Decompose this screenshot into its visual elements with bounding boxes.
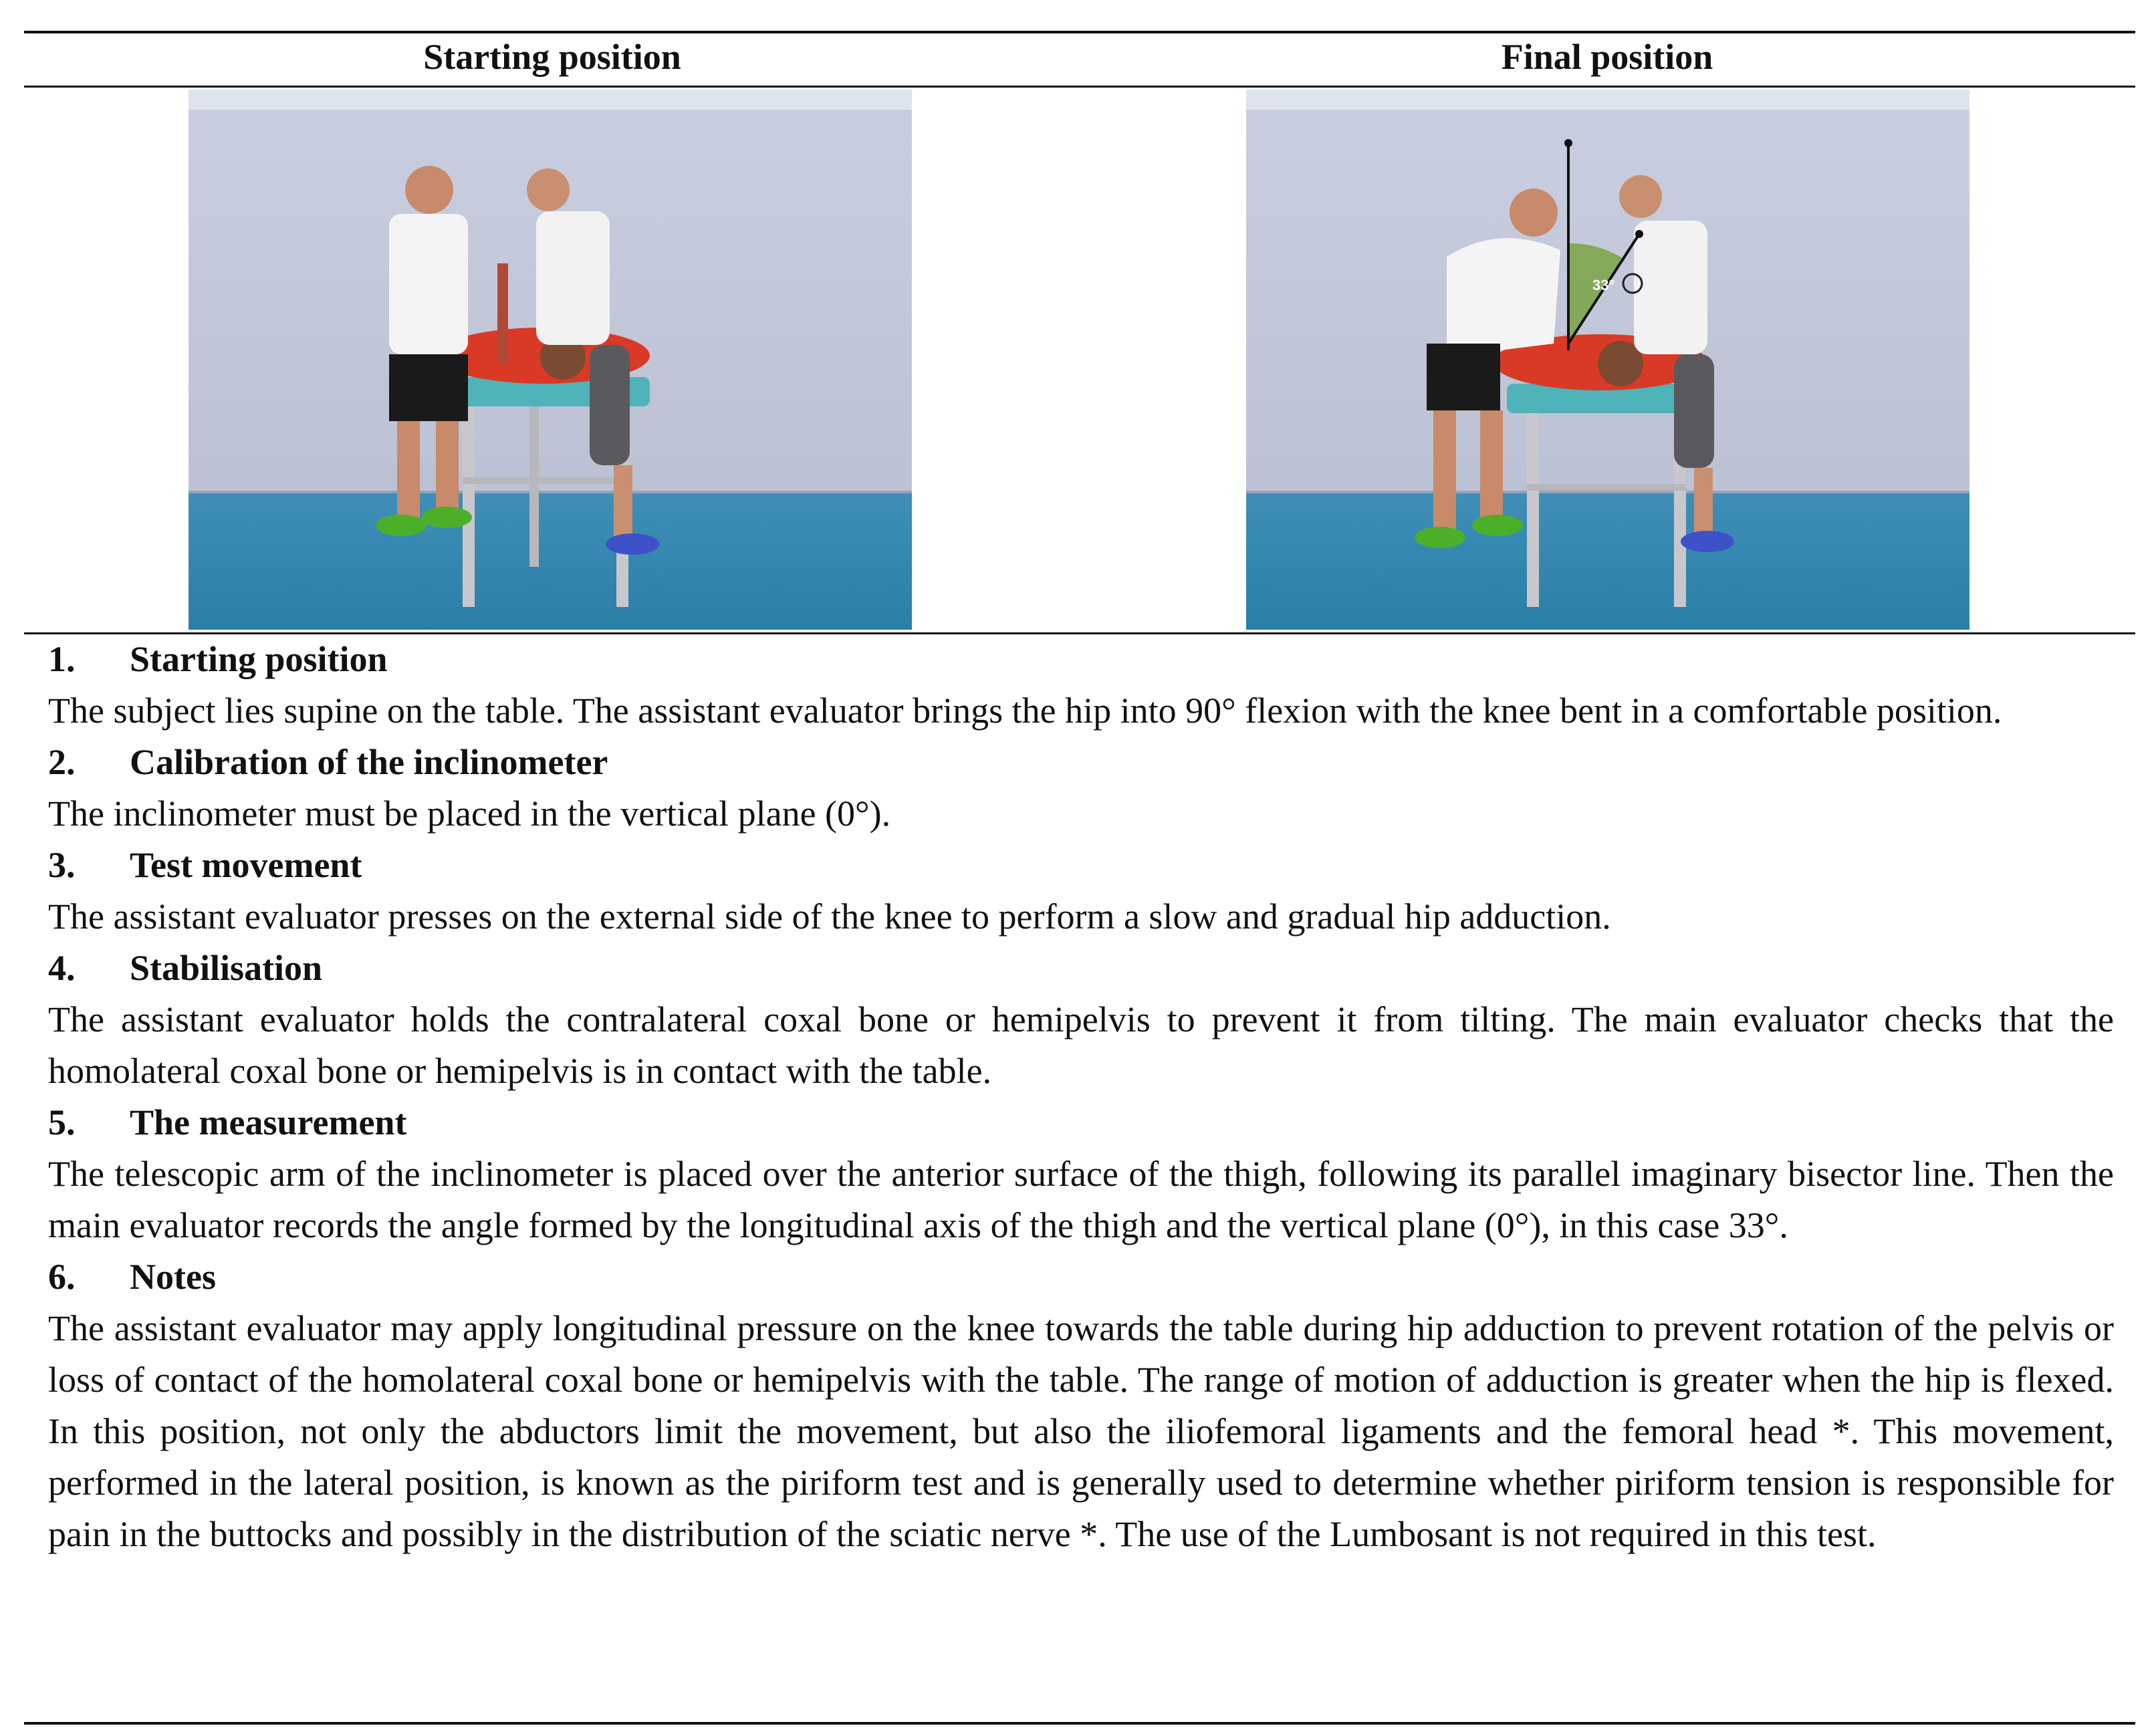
section-text: The assistant evaluator may apply longitudinal pressure on the knee towards the table during hip adduction to prevent rotation of the pelvis or loss of contact of the homolateral coxal bone or hemipelvis with the table. The range of motion of adduction is greater when the hip is flexed. In this position, not only the abductors limit the movement, but also the iliofemoral ligaments and the femoral head *. This movement, performed in the lateral position, is known as the piriform test and is generally used to determine whether piriform tension is responsible for pain in the buttocks and possibly in the distribution of the sciatic nerve *. The use of the Lumbosant is not required in this test. <box>48 1308 2114 1554</box>
table-top-rule <box>24 31 2135 33</box>
section-number: 3. <box>48 845 76 885</box>
section-number: 2. <box>48 742 76 782</box>
section-text: The assistant evaluator holds the contralateral coxal bone or hemipelvis to prevent it from tilting. The main evaluator checks that the homolateral coxal bone or hemipelvis is in contact with the table. <box>48 999 2114 1091</box>
starting-position-photo <box>189 90 912 630</box>
section-notes <box>48 1251 2114 1560</box>
section-measurement <box>48 1097 2114 1251</box>
header-bottom-rule <box>24 86 2135 88</box>
section-starting-position <box>48 634 2114 737</box>
section-calibration <box>48 737 2114 840</box>
section-text: The assistant evaluator presses on the external side of the knee to perform a slow and gradual hip adduction. <box>48 896 1611 937</box>
section-number: 6. <box>48 1257 76 1297</box>
starting-position-photo-icon <box>189 90 912 630</box>
section-title: Starting position <box>130 639 388 679</box>
section-text: The inclinometer must be placed in the vertical plane (0°). <box>48 793 891 834</box>
section-number: 4. <box>48 948 76 988</box>
section-title: Calibration of the inclinometer <box>130 742 608 782</box>
section-title: Stabilisation <box>130 948 323 988</box>
header-final-position: Final position <box>1501 37 1713 77</box>
section-title: Test movement <box>130 845 362 885</box>
section-text: The subject lies supine on the table. The assistant evaluator brings the hip into 90° flexion with the knee bent in a comfortable position. <box>48 691 2002 731</box>
final-position-photo <box>1246 90 1969 630</box>
section-title: Notes <box>130 1257 216 1297</box>
section-title: The measurement <box>130 1102 407 1142</box>
section-text: The telescopic arm of the inclinometer is placed over the anterior surface of the thigh, following its parallel imaginary bisector line. Then the main evaluator records the angle formed by the longitudinal axis of the thigh and the vertical plane (0°), in this case 33°. <box>48 1154 2114 1245</box>
header-starting-position: Starting position <box>423 37 681 77</box>
section-number: 1. <box>48 639 76 679</box>
angle-label: 33° <box>1592 277 1615 293</box>
procedure-sections <box>48 634 2114 1560</box>
section-test-movement <box>48 840 2114 943</box>
final-position-photo-icon <box>1246 90 1969 630</box>
table-bottom-rule <box>24 1722 2135 1725</box>
section-stabilisation <box>48 943 2114 1097</box>
section-number: 5. <box>48 1102 76 1142</box>
